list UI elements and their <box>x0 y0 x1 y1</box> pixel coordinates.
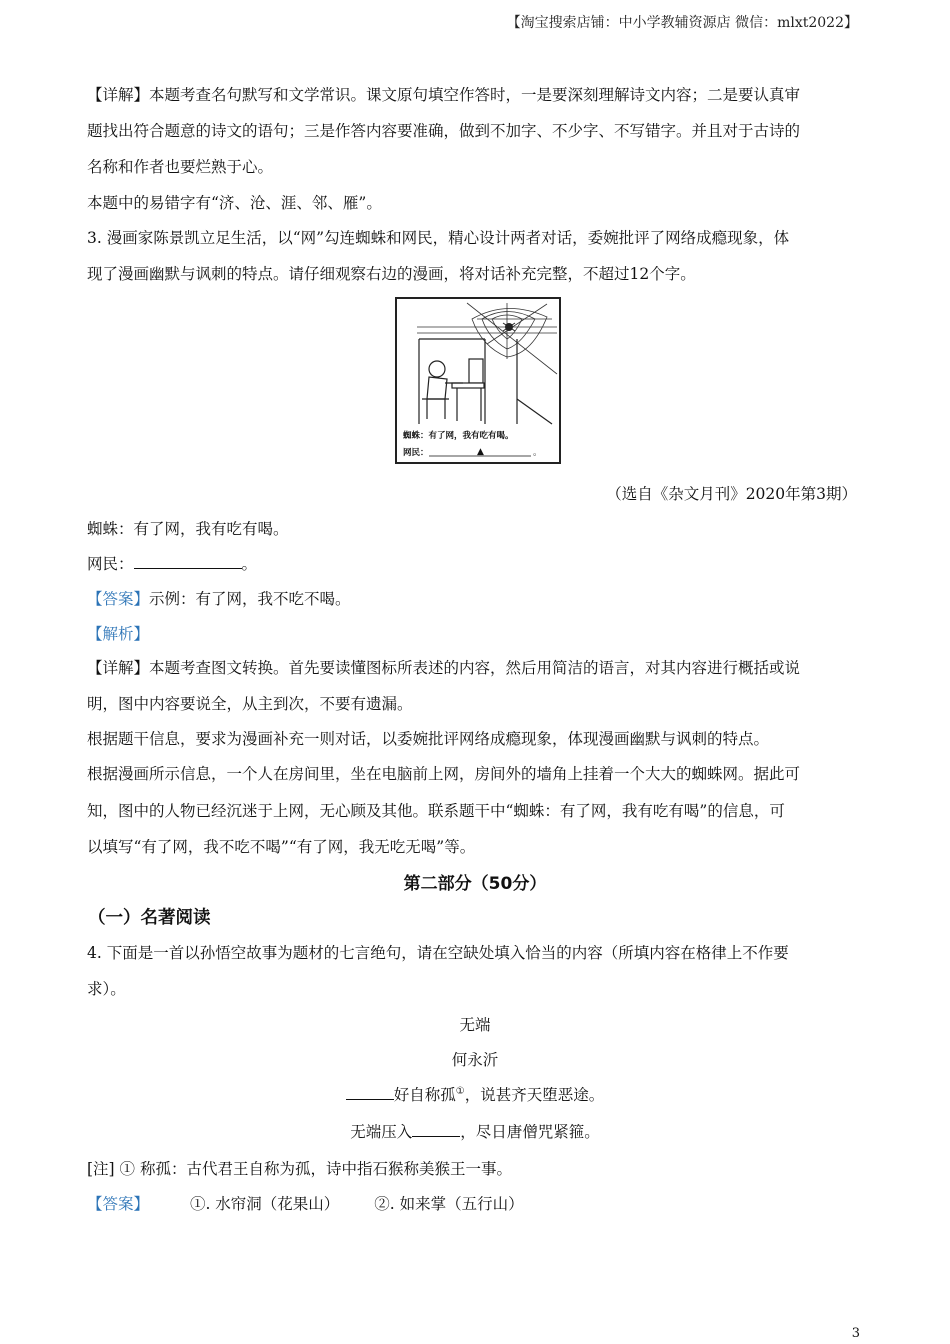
cartoon-netizen-prefix: 网民： <box>403 448 429 458</box>
detail-line-4: 本题中的易错字有“济、沧、涯、邻、雁”。 <box>87 194 382 212</box>
q4-answer <box>87 1192 524 1214</box>
page-number: 3 <box>851 1326 860 1341</box>
poem-title: 无端 <box>459 1016 491 1034</box>
q4-stem-line-1: 4. 下面是一首以孙悟空故事为题材的七言绝句，请在空缺处填入恰当的内容（所填内容在格律上不作要 <box>87 944 789 962</box>
poem-author: 何永沂 <box>451 1051 499 1069</box>
q4-answer-tag: 【答案】 <box>87 1195 150 1213</box>
answer-blank[interactable] <box>134 554 242 569</box>
dialogue-netizen-end: 。 <box>241 555 258 573</box>
poem-line-1 <box>0 1083 950 1105</box>
analysis-tag: 【解析】 <box>87 625 150 643</box>
cartoon-drawing <box>397 299 559 462</box>
q3-answer <box>87 587 351 609</box>
q3-detail-line-6: 以填写“有了网，我不吃不喝”“有了网，我无吃无喝”等。 <box>87 838 476 856</box>
q3-detail-line-5: 知，图中的人物已经沉迷于上网，无心顾及其他。联系题干中“蜘蛛：有了网，我有吃有喝”的信息，可 <box>87 802 785 820</box>
cartoon-netizen-end: 。 <box>533 448 543 458</box>
q3-detail-line-3: 根据题干信息，要求为漫画补充一则对话，以委婉批评网络成瘾现象，体现漫画幽默与讽刺的特点。 <box>87 730 770 748</box>
cartoon-blank-mark: ▲ <box>477 447 484 457</box>
answer-text: 示例：有了网，我不吃不喝。 <box>149 590 351 608</box>
cartoon-figure <box>395 297 561 464</box>
detail-line-2: 题找出符合题意的诗文的语句；三是作答内容要准确，做到不加字、不少字、不写错字。并且对于古诗的 <box>87 122 801 140</box>
detail-line-1: 【详解】本题考查名句默写和文学常识。课文原句填空作答时，一是要深刻理解诗文内容；二是要认真审 <box>87 86 801 104</box>
footnote-mark: ① <box>455 1085 465 1097</box>
q3-stem-line-1: 3. 漫画家陈景凯立足生活，以“网”勾连蜘蛛和网民，精心设计两者对话，委婉批评了网络成瘾现象，体 <box>87 229 790 247</box>
q3-detail-line-4: 根据漫画所示信息，一个人在房间里，坐在电脑前上网，房间外的墙角上挂着一个大大的蜘蛛网。据此可 <box>87 765 801 783</box>
q4-stem-line-2: 求）。 <box>87 980 126 998</box>
part2-title: 第二部分（50分） <box>403 874 547 894</box>
answer-tag: 【答案】 <box>87 590 150 608</box>
page-header: 【淘宝搜索店铺：中小学教辅资源店 微信：mlxt2022】 <box>506 15 858 31</box>
poem-note: [注] ① 称孤：古代君王自称为孤，诗中指石猴称美猴王一事。 <box>87 1160 512 1178</box>
q3-stem-line-2: 现了漫画幽默与讽刺的特点。请仔细观察右边的漫画，将对话补充完整，不超过12个字。 <box>87 265 696 283</box>
q4-answer-2: ②. 如来掌（五行山） <box>374 1195 524 1213</box>
q3-detail-line-1: 【详解】本题考查图文转换。首先要读懂图标所表述的内容，然后用简洁的语言，对其内容进行概括或说 <box>87 659 801 677</box>
poem-line-1-a: 好自称孤 <box>393 1086 456 1104</box>
q4-answer-1: ①. 水帘洞（花果山） <box>189 1195 340 1213</box>
cartoon-spider-line: 蜘蛛：有了网，我有吃有喝。 <box>403 431 514 441</box>
section-title: （一）名著阅读 <box>88 908 211 928</box>
poem-line-2 <box>0 1120 950 1142</box>
poem-line-2-a: 无端压入 <box>350 1123 413 1141</box>
poem-blank-2[interactable] <box>412 1122 460 1137</box>
poem-line-1-b: ，说甚齐天堕恶途。 <box>464 1086 605 1104</box>
detail-line-3: 名称和作者也要烂熟于心。 <box>87 158 274 176</box>
dialogue-spider: 蜘蛛：有了网，我有吃有喝。 <box>87 520 289 538</box>
poem-line-2-b: ，尽日唐僧咒紧箍。 <box>460 1123 600 1141</box>
q3-detail-line-2: 明，图中内容要说全，从主到次，不要有遗漏。 <box>87 695 413 713</box>
computer-icon <box>452 359 484 421</box>
cartoon-source: （选自《杂文月刊》2020年第3期） <box>606 485 857 503</box>
dialogue-netizen <box>87 552 257 574</box>
poem-blank-1[interactable] <box>346 1085 394 1100</box>
dialogue-netizen-prefix: 网民： <box>87 555 134 573</box>
